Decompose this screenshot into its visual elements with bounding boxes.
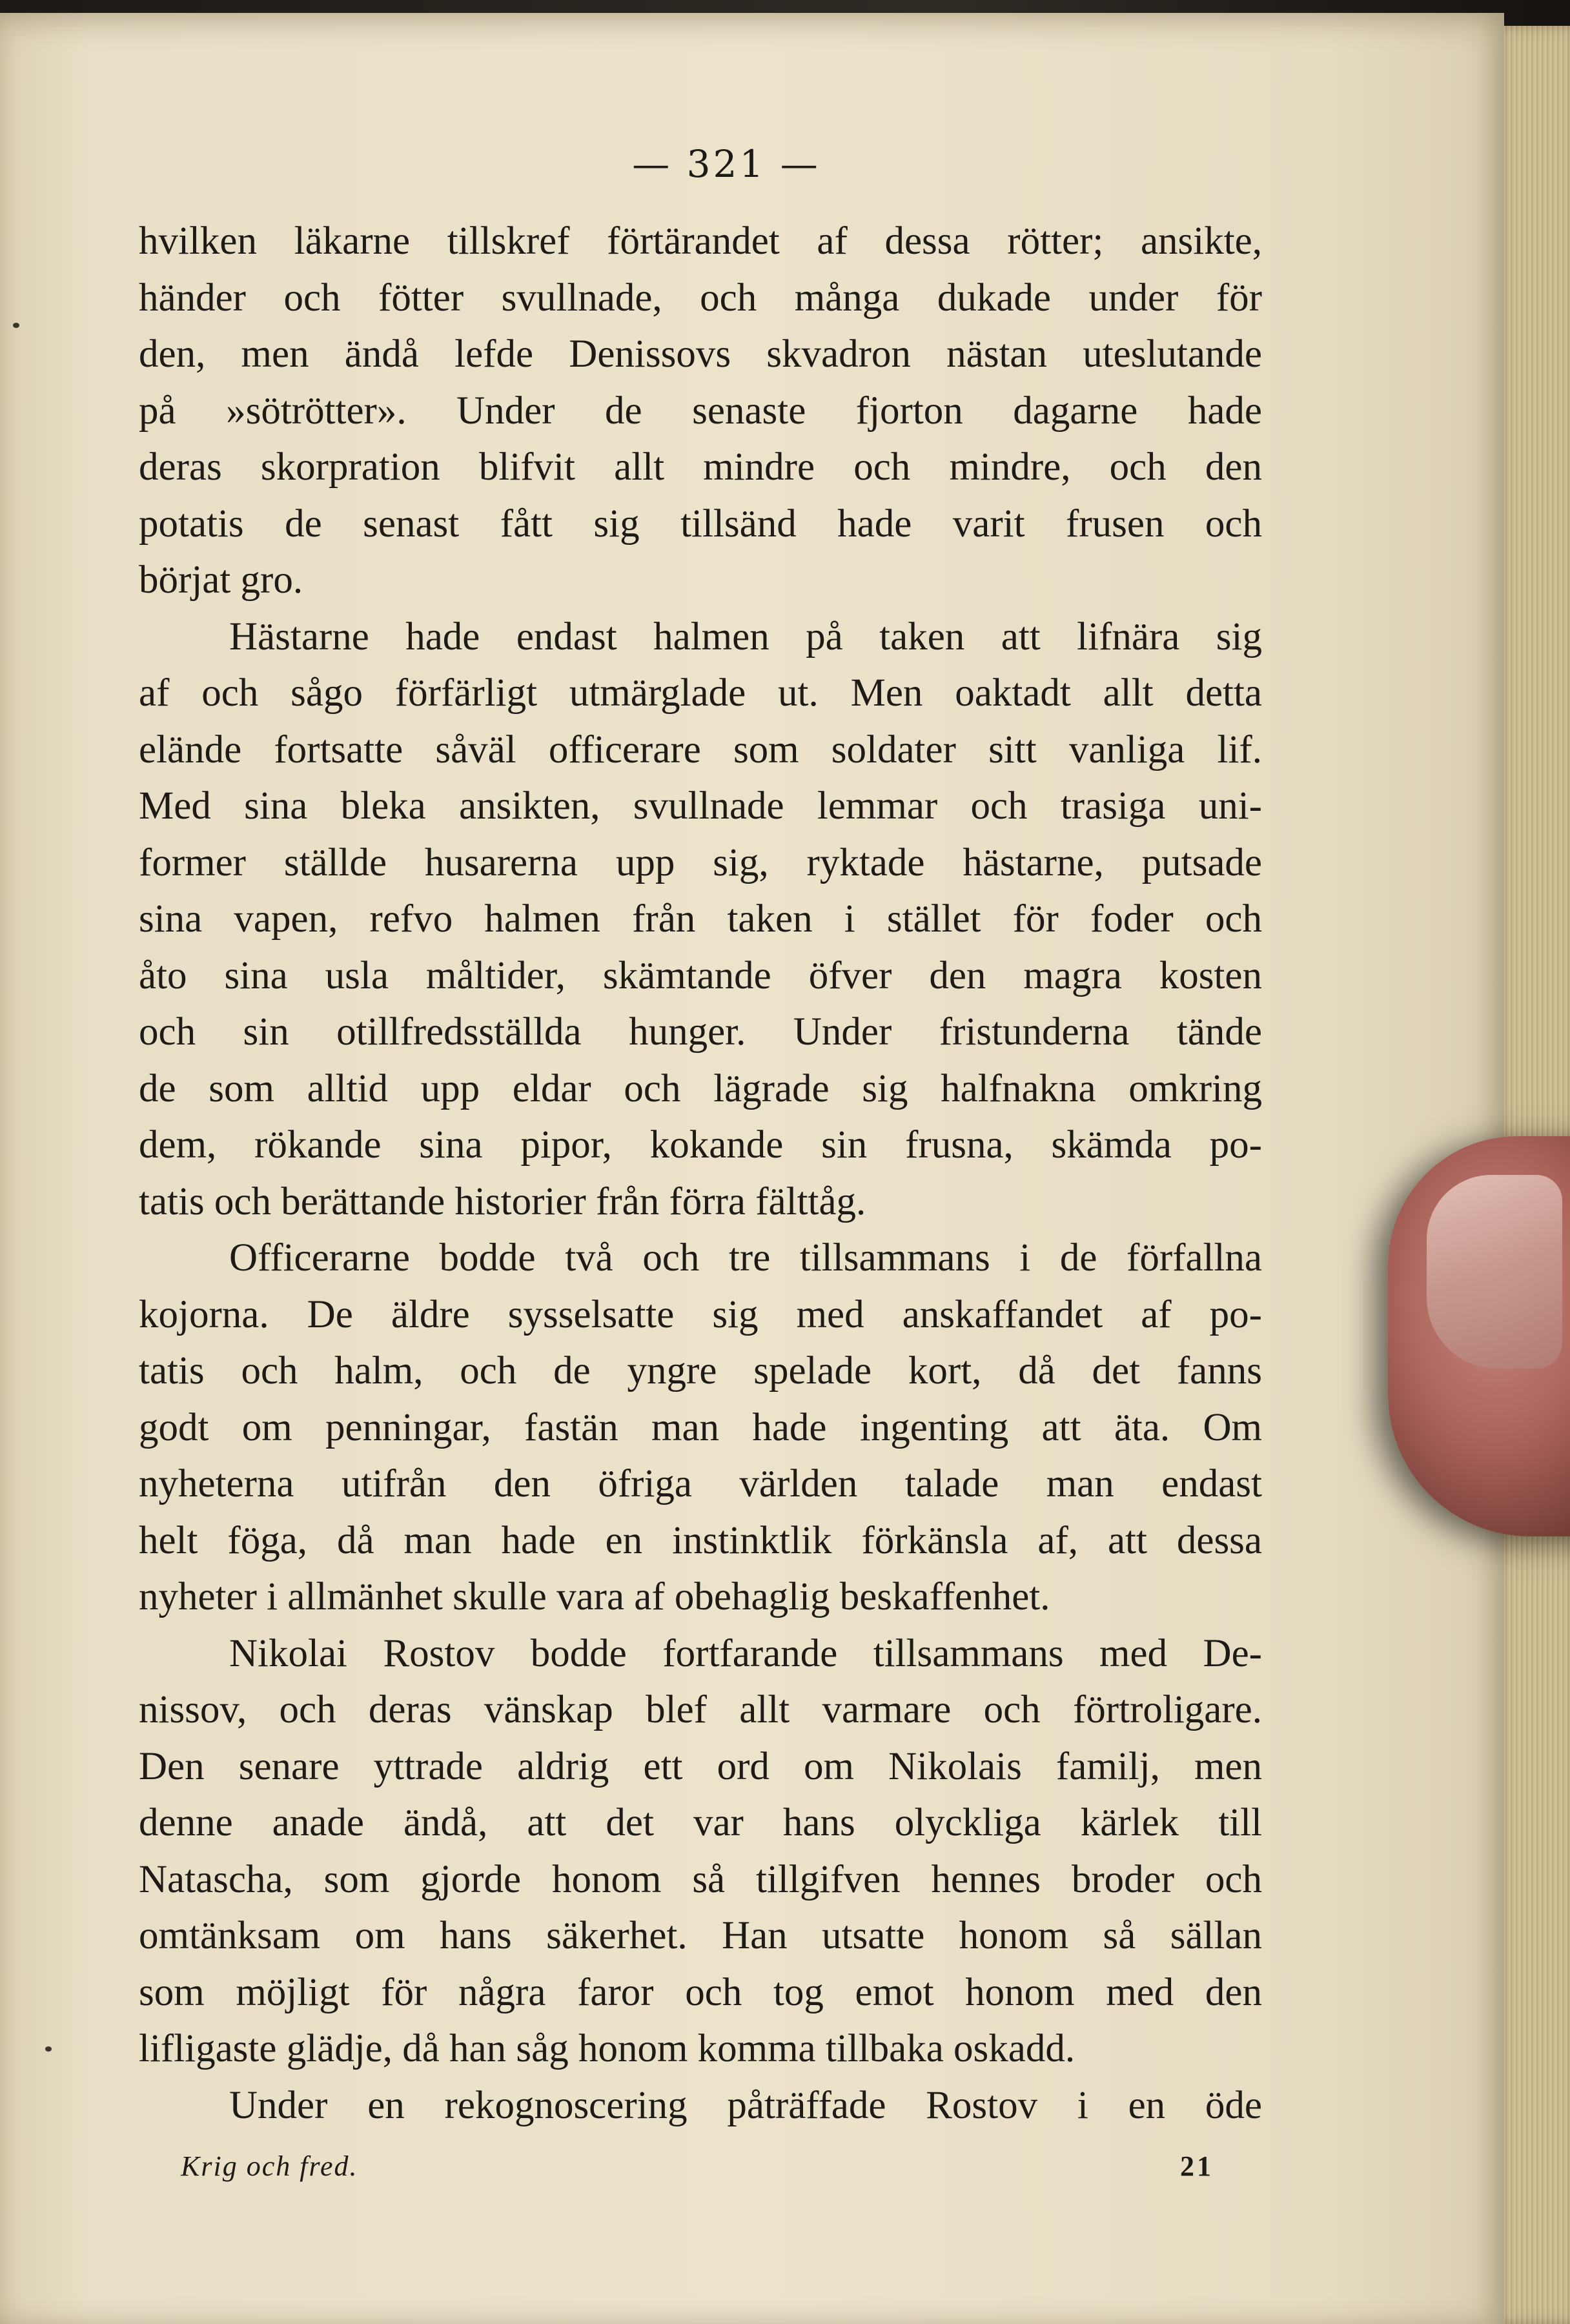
- text-line: de som alltid upp eldar och lägrade sig halfnakna omkring: [139, 1066, 1262, 1110]
- paper-speck: [13, 323, 19, 328]
- paragraph: [139, 1626, 1262, 2077]
- text-line: af och sågo förfärligt utmärglade ut. Men oaktadt allt detta: [139, 671, 1262, 715]
- text-line: händer och fötter svullnade, och många dukade under för: [139, 276, 1262, 320]
- text-line: godt om penningar, fastän man hade ingenting att äta. Om: [139, 1405, 1262, 1449]
- text-line: nissov, och deras vänskap blef allt varmare och förtroligare.: [139, 1688, 1262, 1731]
- text-line: helt föga, då man hade en instinktlik förkänsla af, att dessa: [139, 1518, 1262, 1562]
- book-page: [0, 13, 1504, 2324]
- text-line: börjat gro.: [139, 558, 303, 602]
- paper-speck: [45, 2046, 52, 2052]
- text-line: sina vapen, refvo halmen från taken i stället för foder och: [139, 897, 1262, 941]
- text-line: dem, rökande sina pipor, kokande sin frusna, skämda po-: [139, 1123, 1262, 1167]
- paragraph: [139, 2077, 1262, 2134]
- footer-book-title: Krig och fred.: [181, 2150, 358, 2182]
- thumbnail: [1427, 1175, 1562, 1369]
- body-text: [139, 213, 1262, 2134]
- text-line: på »sötrötter». Under de senaste fjorton dagarne hade: [139, 389, 1262, 433]
- text-line: Nikolai Rostov bodde fortfarande tillsammans med De-: [229, 1631, 1262, 1675]
- text-line: Natascha, som gjorde honom så tillgifven hennes broder och: [139, 1857, 1262, 1901]
- text-line: hvilken läkarne tillskref förtärandet af dessa rötter; ansikte,: [139, 219, 1262, 263]
- text-line: Med sina bleka ansikten, svullnade lemmar och trasiga uni-: [139, 784, 1262, 828]
- thumb: [1388, 1136, 1570, 1536]
- text-line: den, men ändå lefde Denissovs skvadron nästan uteslutande: [139, 332, 1262, 376]
- text-line: Hästarne hade endast halmen på taken att lifnära sig: [229, 615, 1262, 658]
- text-line: former ställde husarerna upp sig, ryktade hästarne, putsade: [139, 841, 1262, 884]
- page-number: — 321 —: [632, 142, 821, 186]
- text-line: nyheterna utifrån den öfriga världen talade man endast: [139, 1462, 1262, 1505]
- text-line: tatis och berättande historier från förra fälttåg.: [139, 1179, 866, 1223]
- text-line: Den senare yttrade aldrig ett ord om Nikolais familj, men: [139, 1744, 1262, 1788]
- text-line: deras skorpration blifvit allt mindre och mindre, och den: [139, 445, 1262, 489]
- paragraph: [139, 609, 1262, 1230]
- text-line: elände fortsatte såväl officerare som soldater sitt vanliga lif.: [139, 728, 1262, 771]
- text-line: Under en rekognoscering påträffade Rostov i en öde: [229, 2083, 1262, 2127]
- text-line: kojorna. De äldre sysselsatte sig med anskaffandet af po-: [139, 1292, 1262, 1336]
- text-line: och sin otillfredsställda hunger. Under fristunderna tände: [139, 1010, 1262, 1054]
- paragraph: [139, 213, 1262, 609]
- text-line: omtänksam om hans säkerhet. Han utsatte honom så sällan: [139, 1914, 1262, 1957]
- text-line: lifligaste glädje, då han såg honom komma tillbaka oskadd.: [139, 2027, 1076, 2070]
- paragraph: [139, 1230, 1262, 1626]
- text-line: Officerarne bodde två och tre tillsammans i de förfallna: [229, 1236, 1262, 1279]
- text-line: som möjligt för några faror och tog emot honom med den: [139, 1970, 1262, 2014]
- text-line: nyheter i allmänhet skulle vara af obehaglig beskaffenhet.: [139, 1575, 1050, 1618]
- page-footer: [181, 2150, 1214, 2183]
- text-line: åto sina usla måltider, skämtande öfver den magra kosten: [139, 953, 1262, 997]
- footer-signature-mark: 21: [1180, 2150, 1214, 2182]
- text-line: potatis de senast fått sig tillsänd hade varit frusen och: [139, 502, 1262, 545]
- text-line: tatis och halm, och de yngre spelade kort, då det fanns: [139, 1349, 1262, 1392]
- text-line: denne anade ändå, att det var hans olyckliga kärlek till: [139, 1801, 1262, 1844]
